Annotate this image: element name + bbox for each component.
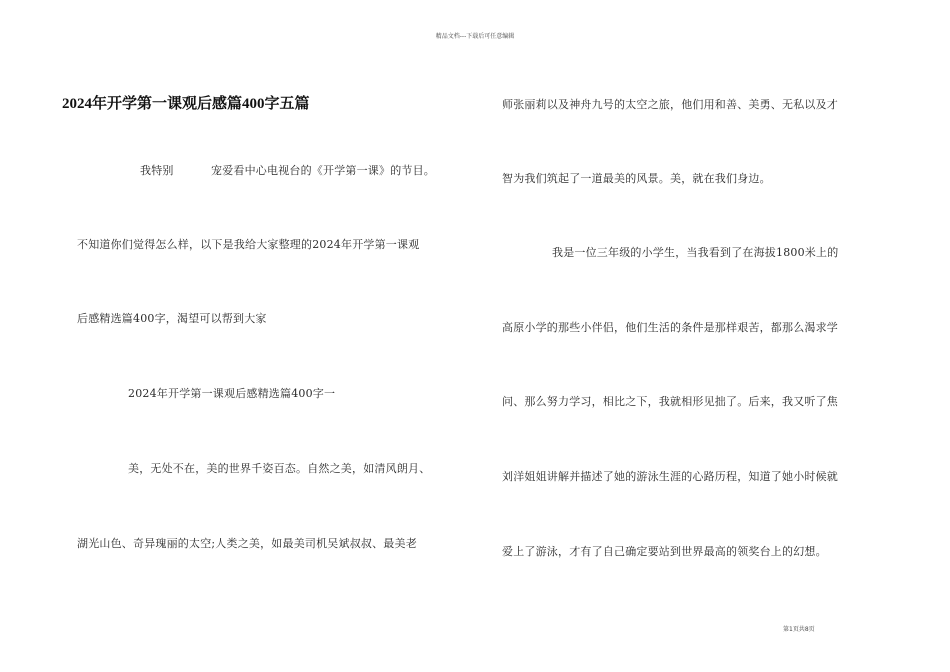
page-number: 第1页共8页 bbox=[783, 626, 815, 633]
paragraph-line: 问、那么努力学习，相比之下，我就相形见拙了。后来，我又听了焦 bbox=[502, 395, 838, 408]
paragraph-line: 智为我们筑起了一道最美的风景。美，就在我们身边。 bbox=[502, 172, 771, 185]
header-note: 精品文档---下载后可任意编辑 bbox=[435, 33, 515, 40]
intro-text-start: 我特别 bbox=[140, 164, 174, 177]
paragraph-line: 不知道你们觉得怎么样，以下是我给大家整理的2024年开学第一课观 bbox=[77, 238, 420, 251]
paragraph-line: 高原小学的那些小伴侣，他们生活的条件是那样艰苦，都那么渴求学 bbox=[502, 321, 838, 334]
paragraph-line: 爱上了游泳，才有了自己确定要站到世界最高的领奖台上的幻想。 bbox=[502, 545, 827, 558]
paragraph-line: 后感精选篇400字，渴望可以帮到大家 bbox=[77, 312, 267, 325]
section-subheading: 2024年开学第一课观后感精选篇400字一 bbox=[128, 387, 336, 400]
intro-text-end: 宠爱看中心电视台的《开学第一课》的节目。 bbox=[211, 164, 435, 177]
document-title: 2024年开学第一课观后感篇400字五篇 bbox=[62, 96, 310, 112]
paragraph-line: 我是一位三年级的小学生，当我看到了在海拔1800米上的 bbox=[552, 246, 839, 259]
paragraph-line: 刘洋姐姐讲解并描述了她的游泳生涯的心路历程，知道了她小时候就 bbox=[502, 470, 838, 483]
paragraph-line: 湖光山色、奇异瑰丽的太空;人类之美，如最美司机吴斌叔叔、最美老 bbox=[77, 537, 417, 550]
paragraph-line: 美，无处不在，美的世界千姿百态。自然之美，如清风朗月、 bbox=[128, 462, 431, 475]
paragraph-line: 师张丽莉以及神舟九号的太空之旅，他们用和善、美勇、无私以及才 bbox=[502, 98, 838, 111]
